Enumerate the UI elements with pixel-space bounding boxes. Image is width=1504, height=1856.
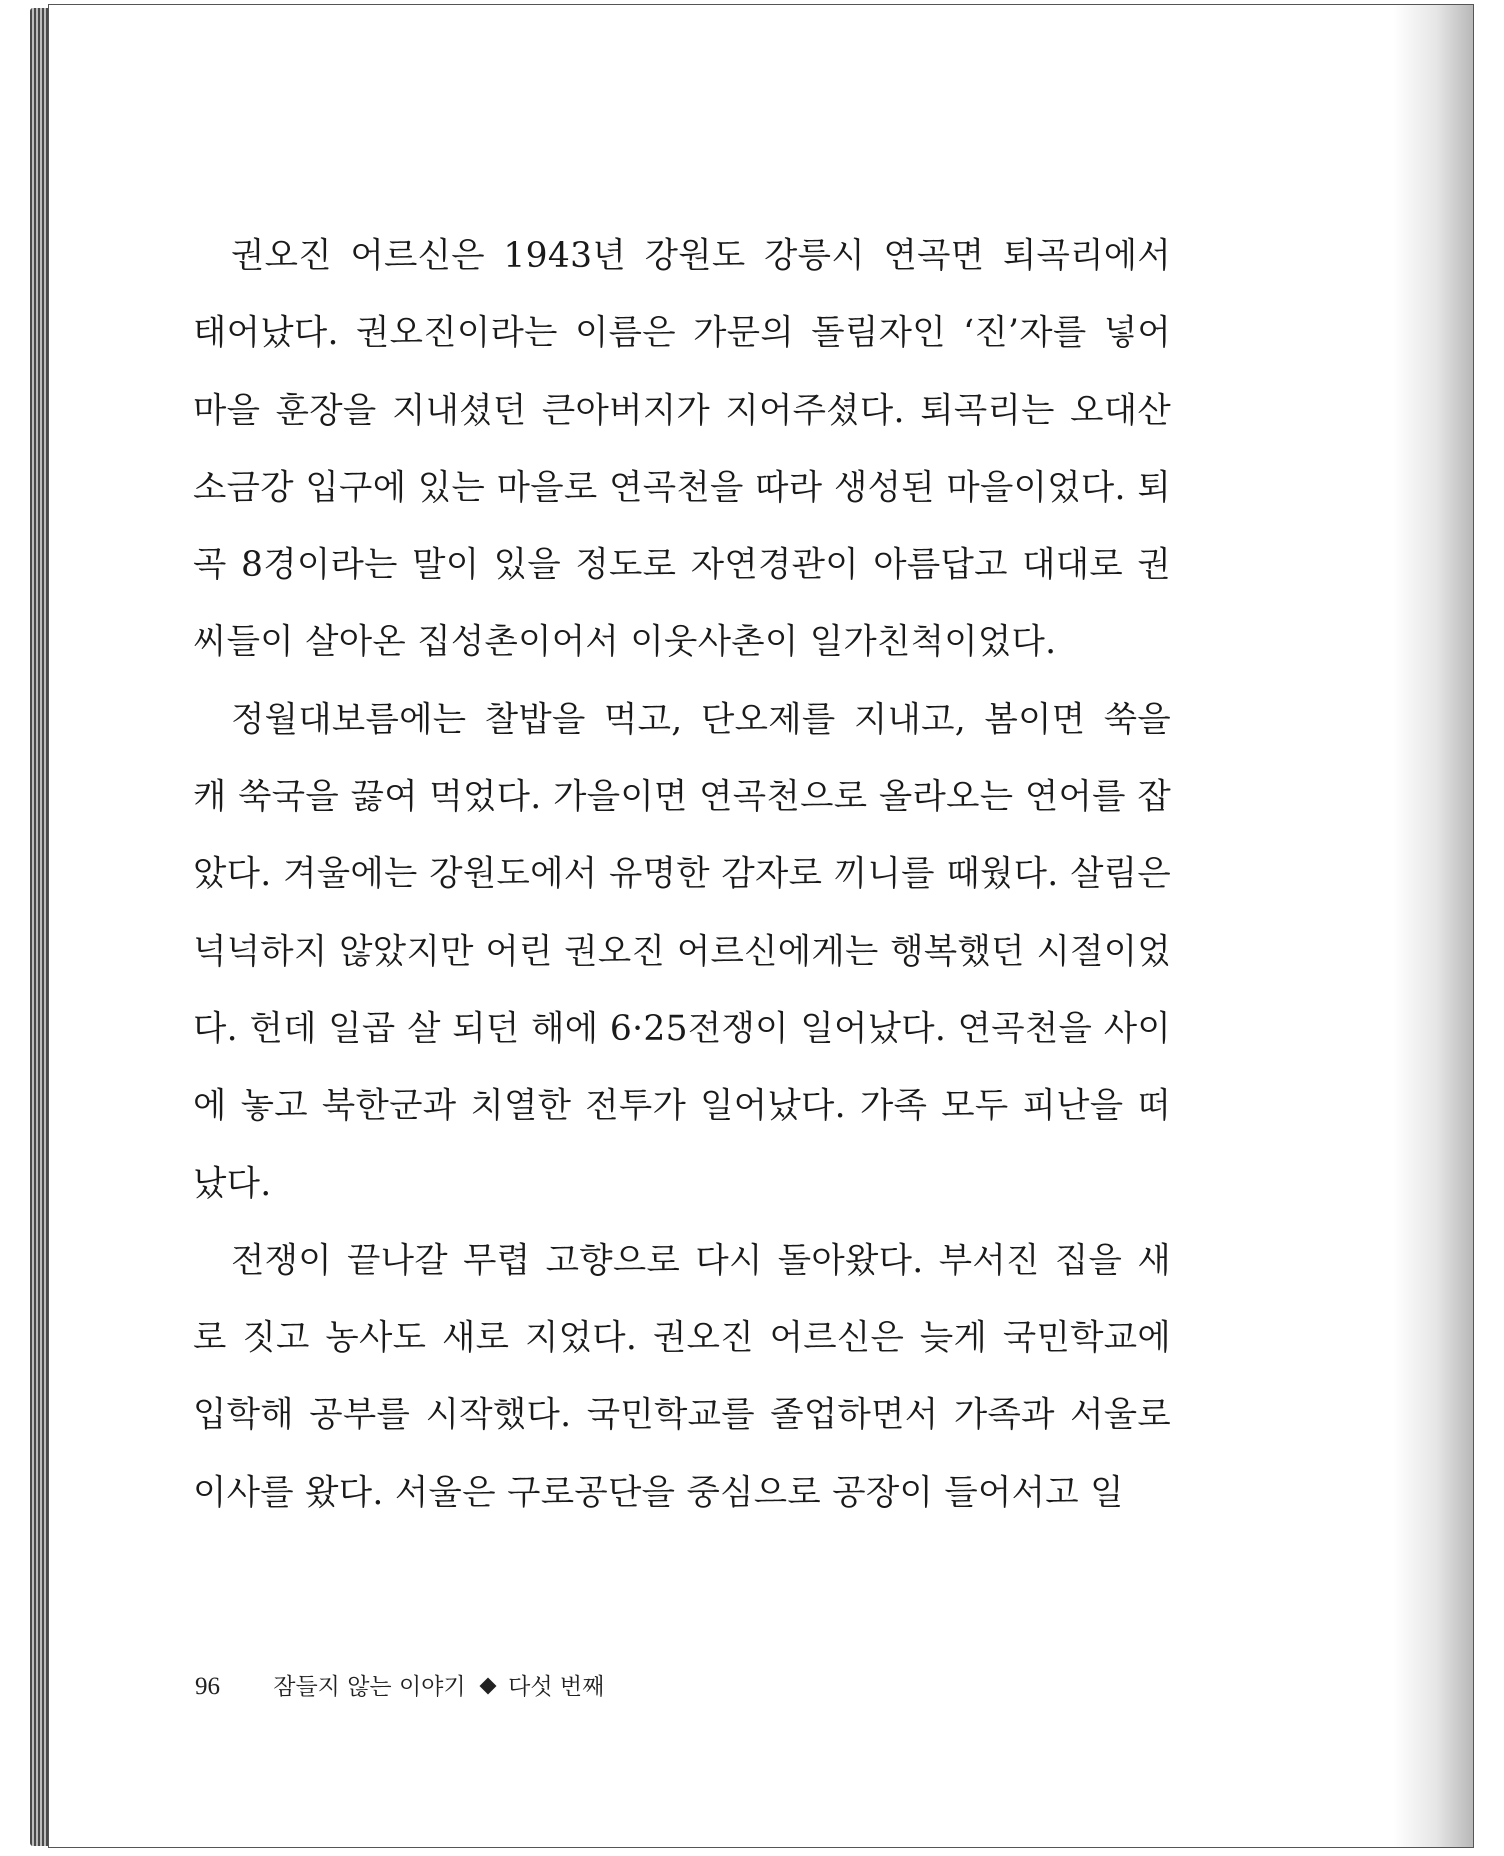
body-text	[193, 218, 1171, 1532]
diamond-separator-icon	[479, 1678, 496, 1695]
page-number: 96	[195, 1673, 220, 1700]
paragraph-1: 권오진 어르신은 1943년 강원도 강릉시 연곡면 퇴곡리에서 태어났다. 권오진이라는 이름은 가문의 돌림자인 ‘진’자를 넣어 마을 훈장을 지내셨던 큰아버지가 지어주셨다. 퇴곡리는 오대산 소금강 입구에 있는 마을로 연곡천을 따라 생성된 마을이었다. 퇴곡 8경이라는 말이 있을 정도로 자연경관이 아름답고 대대로 권씨들이 살아온 집성촌이어서 이웃사촌이 일가친척이었다.	[193, 236, 1171, 663]
page-footer	[195, 1668, 604, 1701]
book-title: 잠들지 않는 이야기	[273, 1674, 466, 1700]
paragraph-3: 전쟁이 끝나갈 무렵 고향으로 다시 돌아왔다. 부서진 집을 새로 짓고 농사도 새로 지었다. 권오진 어르신은 늦게 국민학교에 입학해 공부를 시작했다. 국민학교를 졸업하면서 가족과 서울로 이사를 왔다. 서울은 구로공단을 중심으로 공장이 들어서고 일	[193, 1240, 1171, 1513]
page-gutter-shadow	[1393, 5, 1473, 1847]
paragraph-2: 정월대보름에는 찰밥을 먹고, 단오제를 지내고, 봄이면 쑥을 캐 쑥국을 끓여 먹었다. 가을이면 연곡천으로 올라오는 연어를 잡았다. 겨울에는 강원도에서 유명한 감자로 끼니를 때웠다. 살림은 넉넉하지 않았지만 어린 권오진 어르신에게는 행복했던 시절이었다. 헌데 일곱 살 되던 해에 6·25전쟁이 일어났다. 연곡천을 사이에 놓고 북한군과 치열한 전투가 일어났다. 가족 모두 피난을 떠났다.	[193, 699, 1171, 1204]
chapter-title: 다섯 번째	[508, 1674, 605, 1700]
